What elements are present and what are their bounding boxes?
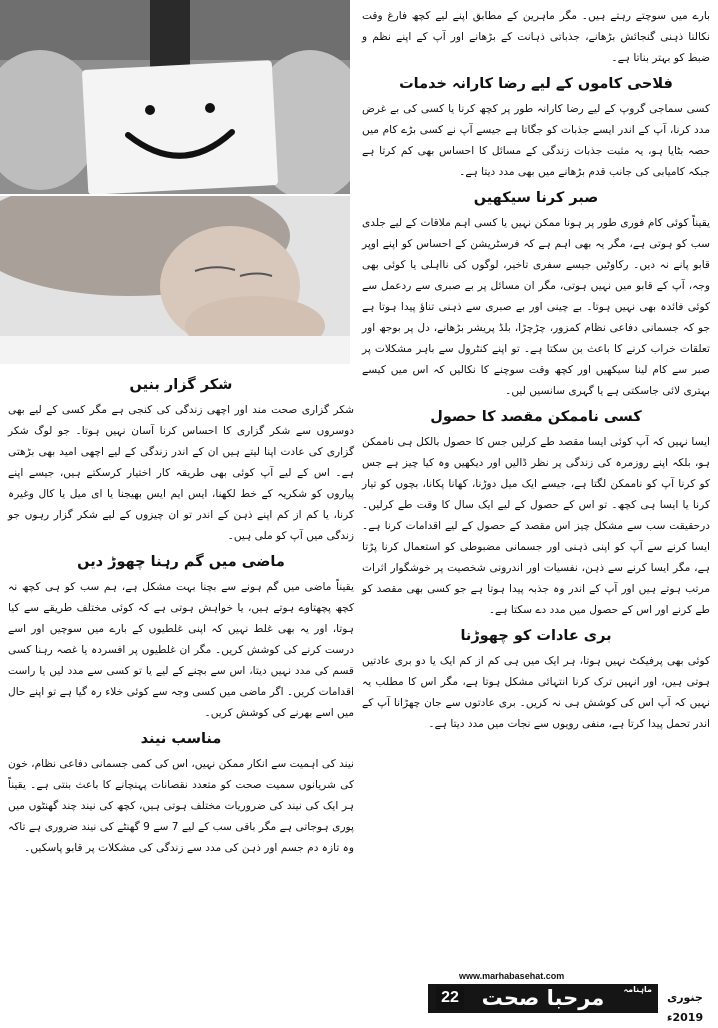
- right-column: [362, 6, 710, 739]
- heading-impossible-goal: کسی ناممکن مقصد کا حصول: [430, 409, 642, 425]
- goal-paragraph: ایسا نہیں کہ آپ کوئی ایسا مقصد طے کرلیں جس کا حصول بالکل ہی ناممکن ہو، بلکہ اپنے روزمرہ کی زندگی پر نظر ڈالیں اور دیکھیں وہ کیا چیز ہے جس کو کرنا آپ کو ناممکن لگتا ہے، جیسے ایک میل دوڑنا، کھانا پکانا، بچوں کو تیار کرنا یا ایسا ہی کچھ۔ تو اس کے حصول کے لیے ایک سال کا وقت طے کرلیں۔ درحقیقت سب سے مشکل چیز اس مقصد کے حصول کے لیے اقدامات کرنا ہے۔ ایسا کرنے سے آپ کو اپنی ذہنی اور جسمانی مضبوطی کو استعمال کرنا پڑتا ہے، مگر ایسا کرنے سے ذہن، نفسیات اور اندرونی شخصیت پر خوشگوار اثرات مرتب ہوتے ہیں اور آپ کے اندر وہ جذبہ پیدا ہوتا ہے جو کسی بھی مقصد کو طے کرنے اور اس کے حصول میں مدد دے سکتا ہے۔: [362, 436, 710, 616]
- smiley-card-photo: [0, 0, 350, 194]
- sleeping-woman-illustration: [0, 196, 350, 364]
- gratitude-paragraph: شکر گزاری صحت مند اور اچھی زندگی کی کنجی ہے مگر کسی کے لیے بھی دوسروں سے شکر گزاری کا احساس کرنا آسان نہیں ہوتا۔ جو لوگ شکر گزاری کی عادت اپنا لیتے ہیں ان کے اندر زندگی کے لیے اچھی امید بھی بڑھتی ہے۔ اس کے لیے آپ کوئی بھی طریقہ کار اختیار کرسکتے ہیں، جیسے اپنے پیاروں کو شکریہ کے خط لکھنا، ایس ایم ایس بھیجنا یا ای میل یا کال وغیرہ کرنا، یا کم از کم اپنے ذہن کے اندر تو ان چیزوں کے لیے شکر گزار رہوں جو زندگی میں آپ کو ملی ہیں۔: [8, 404, 354, 542]
- smiley-card-illustration: [0, 0, 350, 194]
- volunteer-paragraph: کسی سماجی گروپ کے لیے رضا کارانہ طور پر کچھ کرنا یا کسی کی بے غرض مدد کرنا، آپ کے اندر ایسے جذبات کو جگاتا ہے جیسے آپ نے کسی بڑے کام میں حصہ بٹایا ہو، یہ مثبت جذبات زندگی کے مسائل کا احساس بھی کم کرتا ہے جبکہ کامیابی کی جانب قدم بڑھانے میں بھی مدد دیتا ہے۔: [362, 103, 710, 178]
- heading-be-grateful: شکر گزار بنیں: [129, 377, 233, 393]
- page-number: 22: [436, 986, 464, 1010]
- heading-stop-dwelling-past: ماضی میں گم رہنا چھوڑ دیں: [77, 554, 285, 570]
- habits-paragraph: کوئی بھی پرفیکٹ نہیں ہوتا، ہر ایک میں ہی کم از کم ایک یا دو بری عادتیں ہوتی ہیں، اور انہیں ترک کرنا انتہائی مشکل ہوتا ہے، مگر اس کا مطلب یہ نہیں کہ آپ اس کی کوشش ہی نہ کریں۔ بری عادتوں سے جان چھڑانا آپ کے اندر تحمل پیدا کرتا ہے، منفی رویوں سے نجات میں مدد دیتا ہے۔: [362, 655, 710, 730]
- issue-date: جنوری 2019ء: [666, 991, 704, 1024]
- magazine-title: مرحبا صحت: [481, 986, 605, 1010]
- left-column: [8, 370, 354, 863]
- patience-paragraph: یقیناً کوئی کام فوری طور پر ہونا ممکن نہیں یا کسی اہم ملاقات کے لیے جلدی سب کو ہوتی ہے، مگر یہ بھی اہم ہے کہ فرسٹریشن کے احساس کو اپنے اوپر قابو پانے نہ دیں۔ رکاوٹیں جیسے سفری تاخیر، لوگوں کی نااہلی یا کوئی بھی وجہ، آپ کے قابو میں نہیں ہوتی، مگر ان مسائل پر بے صبری سے ردعمل سے کوئی فائدہ بھی نہیں ہوتا۔ بے چینی اور بے صبری سے ذہنی تناؤ پیدا ہوتا ہے جو کہ جسمانی دفاعی نظام کمزور، چڑچڑا، بلڈ پریشر بڑھانے، دل پر بوجھ اور تعلقات خراب کرنے کا باعث بن سکتا ہے۔ تو اپنے کنٹرول سے باہر مشکلات پر صبر سے کام لینا سیکھیں اور کچھ وقت سوچنے کا نکالیں کہ اس میں کیسے بہتری لائی جاسکتی ہے یا گہری سانسیں لیں۔: [362, 217, 710, 397]
- website-link[interactable]: www.marhabasehat.com: [456, 971, 567, 981]
- intro-paragraph: بارے میں سوچتے رہتے ہیں۔ مگر ماہرین کے مطابق اپنے لیے کچھ فارغ وقت نکالنا ذہنی گنجائش بڑھانے، جذباتی ذہانت کے بڑھانے اور آپ کے اپنے نظم و ضبط کو بہتر بناتا ہے۔: [362, 10, 710, 64]
- sleeping-woman-photo: [0, 196, 350, 364]
- past-paragraph: یقیناً ماضی میں گم ہونے سے بچنا بہت مشکل ہے، ہم سب کو ہی کچھ نہ کچھ پچھتاوے ہوتے ہیں، یا خواہش ہوتی ہے کہ کوئی مختلف طریقے سے کیا ہوتا، اور یہ بھی غلط نہیں کہ اپنی غلطیوں کے بارے میں سوچیں اور اسے درست کرنے کی کوشش کریں۔ مگر ان غلطیوں پر افسردہ یا غصہ رہنا کسی قسم کی مدد نہیں دیتا، اس سے بچنے کے لیے یا تو کسی سے مدد لیں یا راست اقدامات کریں۔ اگر ماضی میں کسی وجہ سے کوئی خلاء رہ گیا ہے تو اپنے حال میں اسے بھرنے کی کوشش کریں۔: [8, 581, 354, 719]
- page-footer: [428, 968, 710, 1024]
- heading-adequate-sleep: مناسب نیند: [140, 731, 222, 747]
- heading-volunteer-service: فلاحی کاموں کے لیے رضا کارانہ خدمات: [399, 76, 673, 92]
- sleep-paragraph: نیند کی اہمیت سے انکار ممکن نہیں، اس کی کمی جسمانی دفاعی نظام، خون کی شریانوں سمیت صحت کو متعدد نقصانات پہنچانے کا باعث بنتی ہے۔ یقیناً ہر ایک کی نیند کی ضروریات مختلف ہوتی ہیں، کچھ کی نیند چند گھنٹوں میں پوری ہوجاتی ہے مگر باقی سب کے لیے 7 سے 9 گھنٹے کی نیند ضروری ہے تاکہ وہ تازہ دم جسم اور ذہن کی مدد سے زندگی کی مشکلات پر قابو پاسکیں۔: [8, 758, 354, 854]
- magazine-label: ماہنامہ: [623, 985, 652, 994]
- heading-bad-habits: بری عادات کو چھوڑنا: [460, 628, 612, 644]
- heading-learn-patience: صبر کرنا سیکھیں: [473, 190, 599, 206]
